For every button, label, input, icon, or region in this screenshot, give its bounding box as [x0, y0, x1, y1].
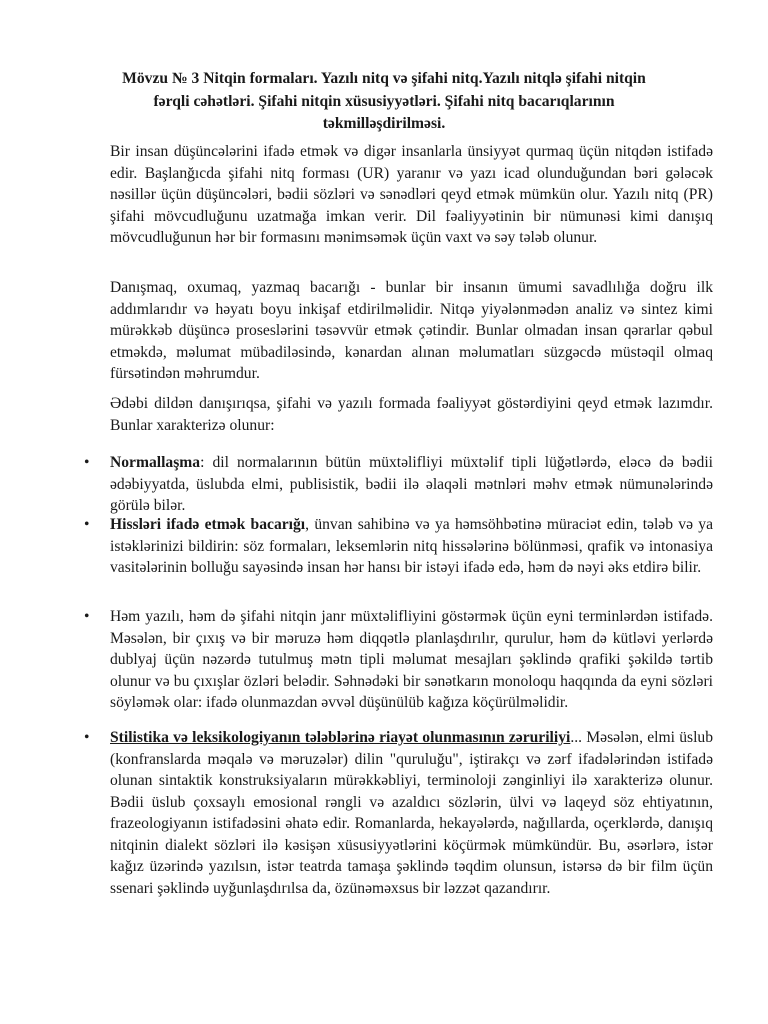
- bullet-text: , ünvan sahibinə və ya həmsöhbətinə müraciət edin, tələb və ya istəklərinizi bildirin: söz formaları, leksemlərin nitq hissələrinə bölünməsi, qrafik və intonasiya vasitələrinin bolluğu sayəsində insan hər hansı bir istəyi ifadə edə, həm də nəyi əks etdirə bilir.: [110, 516, 713, 576]
- document-title: Mövzu № 3 Nitqin formaları. Yazılı nitq və şifahi nitq.Yazılı nitqlə şifahi nitqin fərqli cəhətləri. Şifahi nitqin xüsusiyyətləri. Şifahi nitq bacarıqlarının təkmilləşdirilməsi.: [122, 70, 646, 132]
- list-item-expressing-feelings: [84, 514, 713, 579]
- paragraph-intro: Bir insan düşüncələrini ifadə etmək və digər insanlarla ünsiyyət qurmaq üçün nitqdən istifadə edir. Başlanğıcda şifahi nitq forması (UR) yaranır və yazı icad olunduğundan bəri gələcək nəsillər üçün düşüncələri, bədii sözləri və sənədləri qeyd etmək mümkün olur. Yazılı nitq (PR) şifahi mövcudluğunu uzatmağa imkan verir. Dil fəaliyyətinin bir nümunəsi kimi danışıq mövcudluğunun hər bir formasını mənimsəmək üçün vaxt və səy tələb olunur.: [110, 143, 713, 246]
- list-item-stylistics: [84, 727, 713, 899]
- bullet-icon: •: [84, 729, 90, 746]
- bullet-icon: •: [84, 516, 90, 533]
- paragraph-skills: Danışmaq, oxumaq, yazmaq bacarığı - bunlar bir insanın ümumi savadlılığa doğru ilk addımlarıdır və həyatı boyu inkişaf etdirilməlidir. Nitqə yiyələnmədən analiz və sintez kimi mürəkkəb düşüncə proseslərini təsəvvür etmək çətindir. Bunlar olmadan insan qərarlar qəbul etməkdə, məlumat mübadiləsində, kənardan alınan məlumatları süzgəcdə müstəqil olmaq fürsətindən məhrumdur.: [110, 279, 713, 382]
- bullet-term: Hissləri ifadə etmək bacarığı: [110, 516, 306, 533]
- bullet-text: ... Məsələn, elmi üslub (konfranslarda məqalə və məruzələr) dilin "quruluğu", iştirakçı və zərf ifadələrindən istifadə olunan sintaktik konstruksiyaların mürəkkəbliyi, terminoloji zənginliyi ilə xarakterizə olunur. Bədii üslub çoxsaylı emosional rəngli və azaldıcı sözlərin, ülvi və laqeyd söz ehtiyatının, frazeologiyanın istifadəsini əhatə edir. Romanlarda, hekayələrdə, nağıllarda, oçerklərdə, danışıq nitqinin dialekt sözləri ilə kəsişən xüsusiyyətlərini köçürmək mümkündür. Bu, əsərlərə, istər kağız üzərində yazılsın, istər teatrda tamaşa şəklində təqdim olunsun, istərsə də bir film üçün ssenari şəklində uyğunlaşdırılsa da, özünəməxsus bir ləzzət qazandırır.: [110, 729, 713, 897]
- bullet-term: Normallaşma: [110, 454, 201, 471]
- bullet-term: Stilistika və leksikologiyanın tələblərinə riayət olunmasının zəruriliyi: [110, 729, 571, 746]
- list-item-normalization: [84, 452, 713, 517]
- bullet-icon: •: [84, 608, 90, 625]
- bullet-text: : dil normalarının bütün müxtəlifliyi müxtəlif tipli lüğətlərdə, eləcə də bədii ədəbiyyatda, üslubda elmi, publisistik, bədii ilə əlaqəli mətnləri məhv etmək nümunələrində görülə bilər.: [110, 454, 713, 514]
- list-item-genre-terms: [84, 606, 713, 714]
- paragraph-literary-language: Ədəbi dildən danışırıqsa, şifahi və yazılı formada fəaliyyət göstərdiyini qeyd etmək lazımdır. Bunlar xarakterizə olunur:: [110, 395, 713, 434]
- bullet-text: Həm yazılı, həm də şifahi nitqin janr müxtəlifliyini göstərmək üçün eyni terminlərdən istifadə. Məsələn, bir çıxış və bir məruzə həm diqqətlə planlaşdırılır, qurulur, həm də kütləvi yerlərdə dublyaj üçün nəzərdə tutulmuş mətn tipli məlumat mesajları şəklində qrafiki şəkildə tərtib olunur və bu çıxışlar özləri belədir. Səhnədəki bir sənətkarın monoloqu haqqında da eyni sözləri söyləmək olar: ifadə olunmazdan əvvəl düşünülüb kağıza köçürülməlidir.: [110, 608, 713, 711]
- bullet-icon: •: [84, 454, 90, 471]
